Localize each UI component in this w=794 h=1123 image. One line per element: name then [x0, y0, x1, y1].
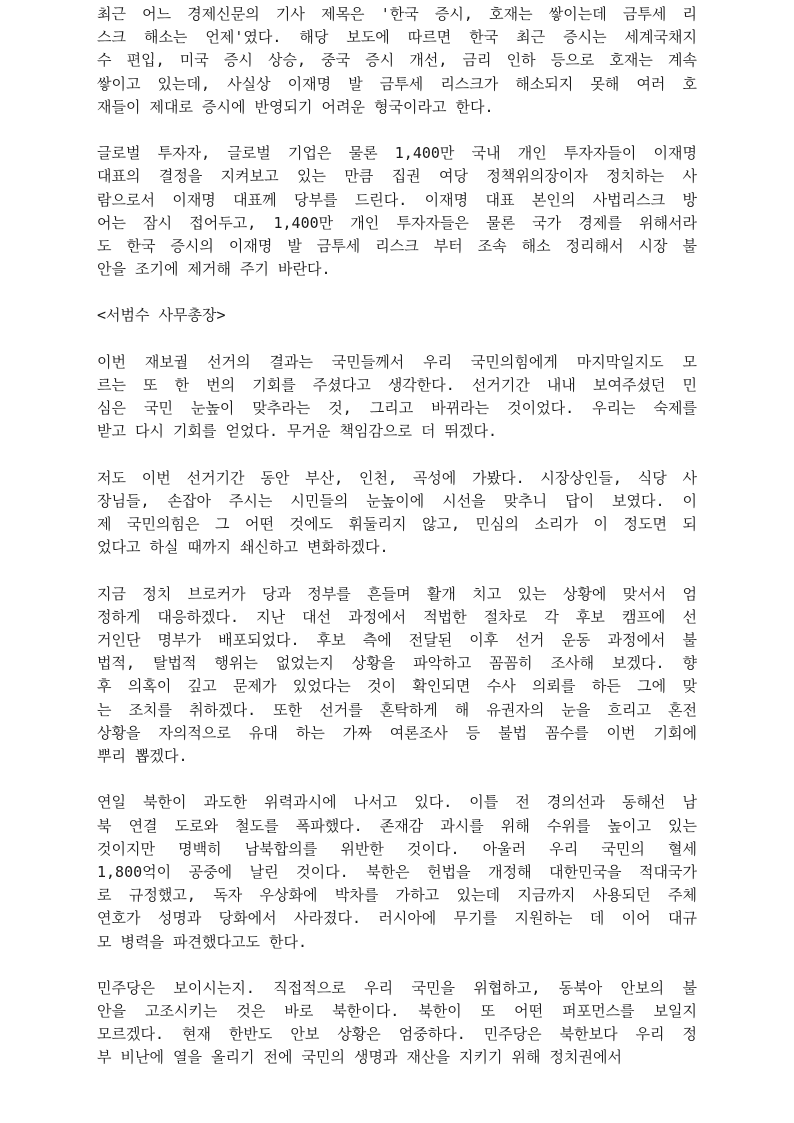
text-line: 모르겠다. 현재 한반도 안보 상황은 엄중하다. 민주당은 북한보다 우리 정: [97, 1025, 697, 1044]
paragraph: [97, 3, 697, 119]
text-line: 부 비난에 열을 올리기 전에 국민의 생명과 재산을 지키기 위해 정치권에서: [97, 1048, 623, 1067]
text-line: 민주당은 보이시는지. 직접적으로 우리 국민을 위협하고, 동북아 안보의 불: [97, 978, 697, 997]
paragraph: [97, 791, 697, 953]
text-line: 최근 어느 경제신문의 기사 제목은 '한국 증시, 호재는 쌓이는데 금투세 리: [97, 5, 697, 23]
paragraph-gap: [97, 281, 697, 304]
text-line: 었다고 하실 때까지 쇄신하고 변화하겠다.: [97, 538, 389, 557]
text-line: 뿌리 뽑겠다.: [97, 747, 188, 765]
text-line: 정하게 대응하겠다. 지난 대선 과정에서 적법한 절차로 각 후보 캠프에 선: [97, 607, 697, 626]
paragraph-gap: [97, 768, 697, 791]
paragraph: [97, 977, 697, 1070]
paragraph-gap: [97, 444, 697, 467]
text-line: 지금 정치 브로커가 당과 정부를 흔들며 활개 치고 있는 상황에 맞서서 엄: [97, 584, 697, 603]
paragraph-gap: [97, 954, 697, 977]
paragraph-gap: [97, 560, 697, 583]
text-line: 안을 조기에 제거해 주기 바란다.: [97, 260, 331, 279]
text-line: 는 조치를 취하겠다. 또한 선거를 혼탁하게 해 유권자의 눈을 흐리고 혼전: [97, 700, 697, 719]
text-line: 받고 다시 기회를 얻었다. 무거운 책임감으로 더 뛰겠다.: [97, 422, 498, 441]
text-line: 안을 고조시키는 것은 바로 북한이다. 북한이 또 어떤 퍼포먼스를 보일지: [97, 1002, 697, 1021]
text-line: 람으로서 이재명 대표께 당부를 드린다. 이재명 대표 본인의 사법리스크 방: [97, 190, 697, 209]
text-line: 재들이 제대로 증시에 반영되기 어려운 형국이라고 한다.: [97, 97, 494, 116]
text-line: <서범수 사무총장>: [97, 306, 226, 325]
text-line: 연호가 성명과 당화에서 사라졌다. 러시아에 무기를 지원하는 데 이어 대규: [97, 909, 697, 928]
paragraph-gap: [97, 328, 697, 351]
text-line: 대표의 결정을 지켜보고 있는 만큼 집권 여당 정책위의장이자 정치하는 사: [97, 167, 697, 186]
text-line: 상황을 자의적으로 유대 하는 가짜 여론조사 등 불법 꼼수를 이번 기회에: [97, 723, 697, 742]
text-line: 이번 재보궐 선거의 결과는 국민들께서 우리 국민의힘에게 마지막일지도 모: [97, 352, 697, 371]
paragraph: [97, 304, 697, 327]
text-line: 거인단 명부가 배포되었다. 후보 측에 전달된 이후 선거 운동 과정에서 불: [97, 631, 697, 650]
text-line: 연일 북한이 과도한 위력과시에 나서고 있다. 이틀 전 경의선과 동해선 남: [97, 793, 697, 812]
paragraph: [97, 351, 697, 444]
text-line: 장님들, 손잡아 주시는 시민들의 눈높이에 시선을 맞추니 답이 보였다. 이: [97, 491, 697, 510]
text-line: 모 병력을 파견했다고도 한다.: [97, 932, 308, 951]
text-line: 글로벌 투자자, 글로벌 기업은 물론 1,400만 국내 개인 투자자들이 이재명: [97, 144, 697, 163]
document-page: [97, 3, 697, 1070]
text-line: 북 연결 도로와 철도를 폭파했다. 존재감 과시를 위해 수위를 높이고 있는: [97, 816, 697, 835]
text-line: 어는 잠시 접어두고, 1,400만 개인 투자자들은 물론 국가 경제를 위해서라: [97, 213, 697, 232]
text-line: 제 국민의힘은 그 어떤 것에도 휘둘리지 않고, 민심의 소리가 이 정도면 되: [97, 515, 697, 534]
text-line: 법적, 탈법적 행위는 없었는지 상황을 파악하고 꼼꼼히 조사해 보겠다. 향: [97, 654, 697, 673]
text-line: 심은 국민 눈높이 맞추라는 것, 그리고 바뀌라는 것이었다. 우리는 숙제를: [97, 399, 697, 418]
paragraph: [97, 583, 697, 769]
text-line: 로 규정했고, 독자 우상화에 박차를 가하고 있는데 지금까지 사용되던 주체: [97, 886, 697, 905]
paragraph: [97, 467, 697, 560]
text-line: 후 의혹이 깊고 문제가 있었다는 것이 확인되면 수사 의뢰를 하든 그에 맞: [97, 677, 697, 696]
paragraph: [97, 142, 697, 281]
text-line: 1,800억이 공중에 날린 것이다. 북한은 헌법을 개정해 대한민국을 적대국가: [97, 862, 697, 881]
text-line: 르는 또 한 번의 기회를 주셨다고 생각한다. 선거기간 내내 보여주셨던 민: [97, 376, 697, 394]
text-line: 저도 이번 선거기간 동안 부산, 인천, 곡성에 가봤다. 시장상인들, 식당 사: [97, 468, 697, 487]
text-line: 수 편입, 미국 증시 상승, 중국 증시 개선, 금리 인하 등으로 호재는 계속: [97, 51, 697, 70]
text-line: 도 한국 증시의 이재명 발 금투세 리스크 부터 조속 해소 정리해서 시장 불: [97, 236, 697, 255]
paragraph-gap: [97, 119, 697, 142]
text-line: 쌓이고 있는데, 사실상 이재명 발 금투세 리스크가 해소되지 못해 여러 호: [97, 74, 697, 93]
text-line: 스크 해소는 언제'였다. 해당 보도에 따르면 한국 최근 증시는 세계국채지: [97, 28, 697, 47]
text-line: 것이지만 명백히 남북합의를 위반한 것이다. 아울러 우리 국민의 혈세: [97, 839, 697, 858]
